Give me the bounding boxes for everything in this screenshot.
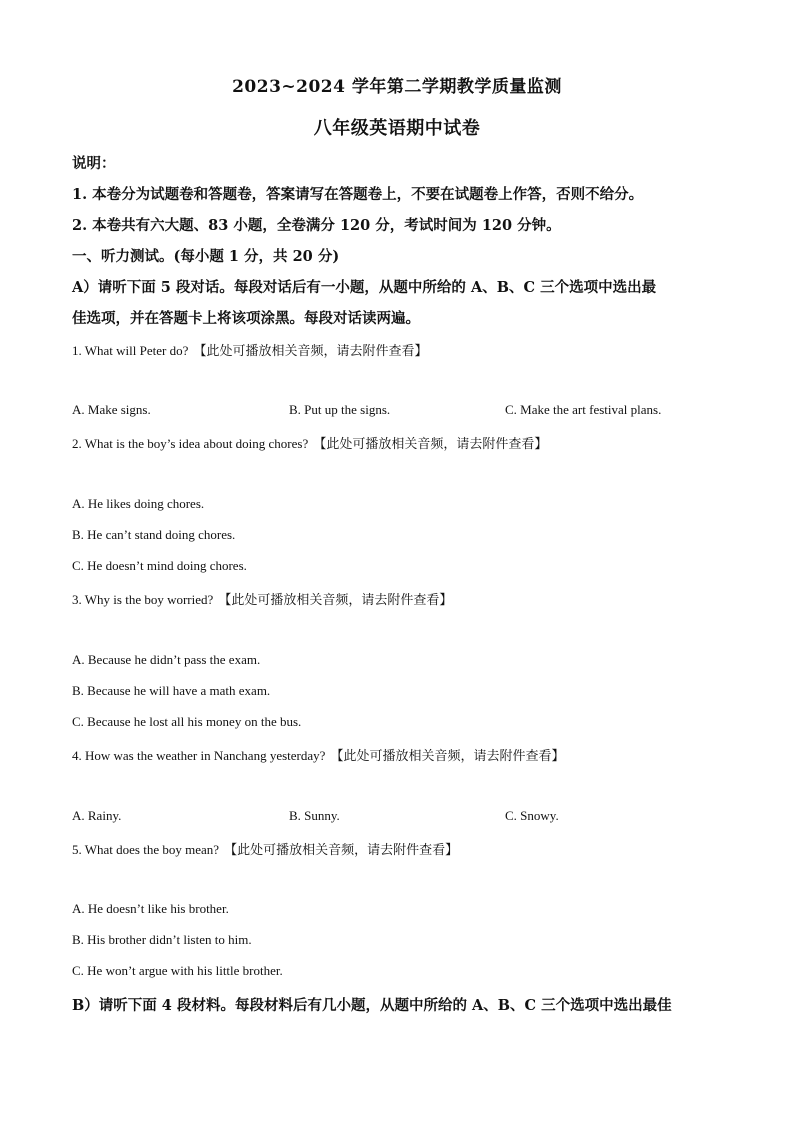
option-a: A. Make signs. — [72, 402, 151, 417]
option-b: B. His brother didn’t listen to him. — [72, 932, 252, 947]
part-b-directions: B）请听下面 4 段材料。每段材料后有几小题，从题中所给的 A、B、C 三个选项中选出最佳 — [72, 997, 672, 1014]
exam-subtitle: 八年级英语期中试卷 — [313, 118, 481, 139]
instruction-item: 2. 本卷共有六大题、83 小题，全卷满分 120 分，考试时间为 120 分钟。 — [72, 217, 561, 234]
question-stem — [72, 340, 427, 359]
option-c: C. He doesn’t mind doing chores. — [72, 558, 247, 573]
option-a: A. He likes doing chores. — [72, 496, 205, 511]
question-stem — [72, 589, 452, 608]
question-text: 5. What does the boy mean? — [72, 842, 220, 857]
audio-note[interactable]: 【此处可播放相关音频，请去附件查看】 — [330, 749, 565, 764]
audio-note[interactable]: 【此处可播放相关音频，请去附件查看】 — [313, 437, 548, 452]
instruction-item: 1. 本卷分为试题卷和答题卷，答案请写在答题卷上，不要在试题卷上作答，否则不给分。 — [72, 186, 644, 203]
option-c: C. Because he lost all his money on the bus. — [72, 714, 302, 729]
option-c: C. He won’t argue with his little brother. — [72, 963, 283, 978]
audio-note[interactable]: 【此处可播放相关音频，请去附件查看】 — [218, 593, 453, 608]
option-c: C. Snowy. — [505, 808, 559, 823]
option-a: A. Rainy. — [72, 808, 122, 823]
question-stem — [72, 745, 565, 764]
option-a: A. Because he didn’t pass the exam. — [72, 652, 261, 667]
option-b: B. Sunny. — [289, 808, 340, 823]
option-b: B. Put up the signs. — [289, 402, 391, 417]
question-text: 1. What will Peter do? — [72, 343, 189, 358]
section-heading: 一、听力测试。(每小题 1 分，共 20 分) — [72, 248, 340, 265]
audio-note[interactable]: 【此处可播放相关音频，请去附件查看】 — [224, 843, 459, 858]
question-stem — [72, 839, 458, 858]
question-text: 2. What is the boy’s idea about doing chores? — [72, 436, 309, 451]
option-b: B. Because he will have a math exam. — [72, 683, 271, 698]
question-text: 3. Why is the boy worried? — [72, 592, 214, 607]
question-stem — [72, 433, 547, 452]
option-c: C. Make the art festival plans. — [505, 402, 662, 417]
option-a: A. He doesn’t like his brother. — [72, 901, 229, 916]
option-b: B. He can’t stand doing chores. — [72, 527, 236, 542]
question-text: 4. How was the weather in Nanchang yesterday? — [72, 748, 326, 763]
exam-title: 2023~2024 学年第二学期教学质量监测 — [232, 77, 562, 97]
instructions-label: 说明： — [72, 155, 116, 172]
part-a-directions: 佳选项，并在答题卡上将该项涂黑。每段对话读两遍。 — [72, 310, 420, 327]
audio-note[interactable]: 【此处可播放相关音频，请去附件查看】 — [193, 344, 428, 359]
part-a-directions: A）请听下面 5 段对话。每段对话后有一小题，从题中所给的 A、B、C 三个选项中选出最 — [72, 279, 657, 296]
